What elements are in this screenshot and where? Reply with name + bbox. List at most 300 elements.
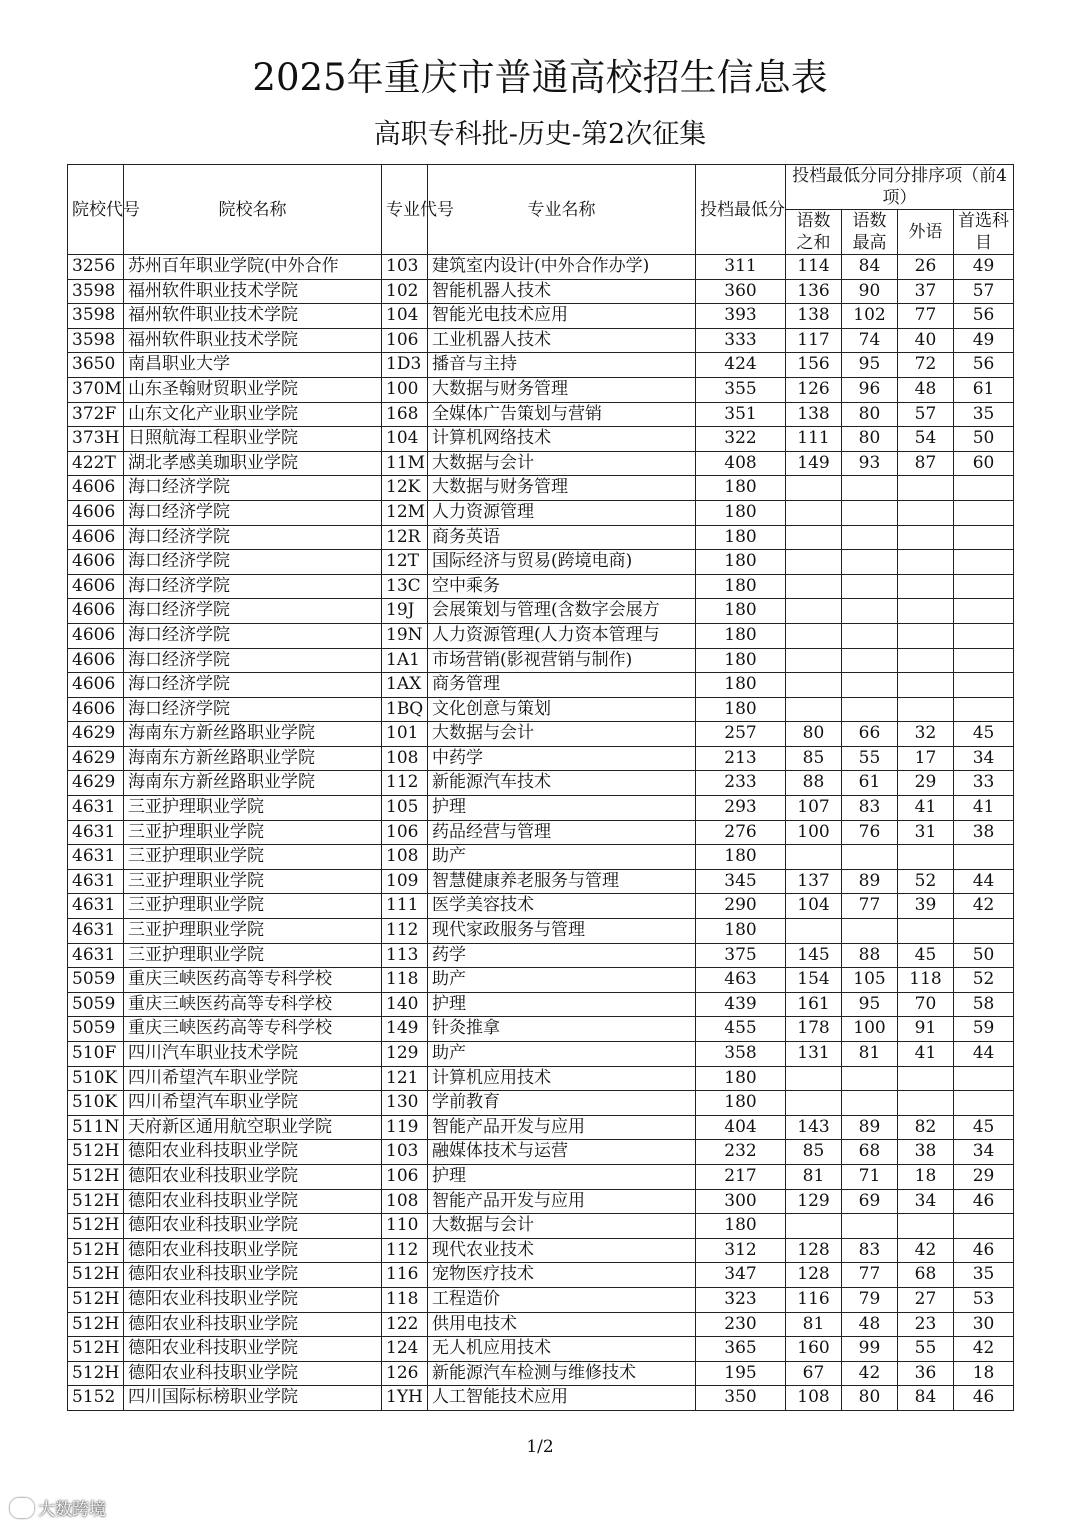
cell-foreign-language: 36 (898, 1361, 954, 1386)
watermark-text: 大数跨境 (38, 1500, 106, 1520)
cell-chinese-math-sum: 128 (786, 1263, 842, 1288)
cell-chinese-math-max: 69 (842, 1189, 898, 1214)
cell-foreign-language: 29 (898, 771, 954, 796)
cell-min-score: 180 (696, 1066, 786, 1091)
cell-first-subject: 60 (954, 451, 1014, 476)
cell-chinese-math-sum: 178 (786, 1017, 842, 1042)
cell-major-name: 商务管理 (428, 673, 696, 698)
table-row (68, 255, 1014, 280)
header-major-code: 专业代号 (382, 165, 428, 255)
table-row (68, 623, 1014, 648)
cell-school-code: 4606 (68, 574, 124, 599)
cell-chinese-math-max: 90 (842, 279, 898, 304)
cell-school-code: 372F (68, 402, 124, 427)
cell-first-subject: 61 (954, 377, 1014, 402)
cell-foreign-language: 118 (898, 968, 954, 993)
cell-foreign-language (898, 525, 954, 550)
cell-foreign-language: 37 (898, 279, 954, 304)
cell-chinese-math-sum (786, 1066, 842, 1091)
cell-chinese-math-sum (786, 697, 842, 722)
cell-major-code: 149 (382, 1017, 428, 1042)
cell-chinese-math-max: 83 (842, 796, 898, 821)
cell-foreign-language (898, 648, 954, 673)
cell-foreign-language: 17 (898, 746, 954, 771)
cell-school-name: 德阳农业科技职业学院 (124, 1263, 382, 1288)
cell-major-name: 文化创意与策划 (428, 697, 696, 722)
cell-school-name: 四川汽车职业技术学院 (124, 1042, 382, 1067)
cell-major-code: 110 (382, 1214, 428, 1239)
table-row (68, 427, 1014, 452)
table-row (68, 1164, 1014, 1189)
cell-chinese-math-sum: 136 (786, 279, 842, 304)
cell-chinese-math-sum: 114 (786, 255, 842, 280)
cell-foreign-language: 82 (898, 1115, 954, 1140)
cell-school-name: 德阳农业科技职业学院 (124, 1287, 382, 1312)
cell-min-score: 424 (696, 353, 786, 378)
cell-min-score: 408 (696, 451, 786, 476)
cell-major-name: 宠物医疗技术 (428, 1263, 696, 1288)
cell-foreign-language: 77 (898, 304, 954, 329)
table-row (68, 1189, 1014, 1214)
cell-major-code: 105 (382, 796, 428, 821)
cell-major-code: 111 (382, 894, 428, 919)
cell-major-name: 全媒体广告策划与营销 (428, 402, 696, 427)
cell-foreign-language: 41 (898, 796, 954, 821)
cell-major-code: 1BQ (382, 697, 428, 722)
cell-chinese-math-max (842, 550, 898, 575)
cell-first-subject: 44 (954, 1042, 1014, 1067)
cell-foreign-language: 72 (898, 353, 954, 378)
cell-school-name: 海口经济学院 (124, 599, 382, 624)
cell-min-score: 180 (696, 919, 786, 944)
cell-chinese-math-sum (786, 673, 842, 698)
cell-first-subject (954, 1214, 1014, 1239)
cell-foreign-language: 32 (898, 722, 954, 747)
cell-school-code: 4606 (68, 599, 124, 624)
cell-first-subject: 45 (954, 1115, 1014, 1140)
cell-chinese-math-max (842, 476, 898, 501)
cell-school-name: 海口经济学院 (124, 500, 382, 525)
cell-school-name: 海口经济学院 (124, 648, 382, 673)
cell-school-code: 4631 (68, 943, 124, 968)
cell-chinese-math-sum: 138 (786, 304, 842, 329)
cell-school-code: 5059 (68, 992, 124, 1017)
cell-school-name: 海口经济学院 (124, 623, 382, 648)
cell-foreign-language (898, 599, 954, 624)
cell-chinese-math-max (842, 574, 898, 599)
table-row (68, 771, 1014, 796)
cell-major-name: 空中乘务 (428, 574, 696, 599)
cell-min-score: 180 (696, 1214, 786, 1239)
cell-school-code: 5059 (68, 968, 124, 993)
cell-major-code: 19J (382, 599, 428, 624)
cell-school-name: 重庆三峡医药高等专科学校 (124, 968, 382, 993)
cell-first-subject: 50 (954, 943, 1014, 968)
cell-major-code: 108 (382, 845, 428, 870)
table-row (68, 1017, 1014, 1042)
table-row (68, 1287, 1014, 1312)
cell-chinese-math-max: 77 (842, 1263, 898, 1288)
cell-first-subject (954, 648, 1014, 673)
cell-foreign-language: 54 (898, 427, 954, 452)
cell-school-name: 海口经济学院 (124, 673, 382, 698)
cell-foreign-language: 31 (898, 820, 954, 845)
cell-school-code: 4606 (68, 550, 124, 575)
table-row (68, 648, 1014, 673)
cell-foreign-language: 68 (898, 1263, 954, 1288)
table-row (68, 525, 1014, 550)
cell-chinese-math-sum: 126 (786, 377, 842, 402)
cell-school-name: 德阳农业科技职业学院 (124, 1337, 382, 1362)
cell-major-name: 会展策划与管理(含数字会展方 (428, 599, 696, 624)
cell-major-name: 智能光电技术应用 (428, 304, 696, 329)
cell-school-code: 512H (68, 1164, 124, 1189)
cell-min-score: 455 (696, 1017, 786, 1042)
cell-min-score: 180 (696, 574, 786, 599)
cell-school-name: 重庆三峡医药高等专科学校 (124, 992, 382, 1017)
cell-foreign-language: 48 (898, 377, 954, 402)
cell-major-code: 126 (382, 1361, 428, 1386)
cell-school-name: 三亚护理职业学院 (124, 820, 382, 845)
cell-chinese-math-sum (786, 500, 842, 525)
cell-min-score: 180 (696, 476, 786, 501)
cell-min-score: 333 (696, 328, 786, 353)
cell-school-code: 4606 (68, 525, 124, 550)
cell-school-code: 3598 (68, 279, 124, 304)
cell-foreign-language (898, 1214, 954, 1239)
page-title: 2025年重庆市普通高校招生信息表 (252, 56, 828, 99)
cell-min-score: 375 (696, 943, 786, 968)
cell-chinese-math-sum (786, 1091, 842, 1116)
cell-major-code: 106 (382, 1164, 428, 1189)
cell-major-name: 药品经营与管理 (428, 820, 696, 845)
cell-chinese-math-sum (786, 599, 842, 624)
table-row (68, 1263, 1014, 1288)
cell-major-code: 129 (382, 1042, 428, 1067)
cell-first-subject: 59 (954, 1017, 1014, 1042)
header-chinese-math-sum: 语数之和 (786, 210, 842, 255)
cell-school-code: 4631 (68, 845, 124, 870)
cell-min-score: 180 (696, 1091, 786, 1116)
cell-chinese-math-max: 55 (842, 746, 898, 771)
cell-foreign-language (898, 550, 954, 575)
cell-foreign-language (898, 673, 954, 698)
cell-chinese-math-max (842, 623, 898, 648)
cell-chinese-math-sum: 67 (786, 1361, 842, 1386)
cell-foreign-language (898, 623, 954, 648)
cell-major-code: 140 (382, 992, 428, 1017)
cell-major-code: 106 (382, 820, 428, 845)
cell-school-code: 4631 (68, 894, 124, 919)
cell-chinese-math-max: 99 (842, 1337, 898, 1362)
table-row (68, 820, 1014, 845)
cell-chinese-math-max (842, 648, 898, 673)
header-major-name: 专业名称 (428, 165, 696, 255)
cell-school-name: 海口经济学院 (124, 697, 382, 722)
cell-chinese-math-max: 66 (842, 722, 898, 747)
cell-school-code: 511N (68, 1115, 124, 1140)
cell-chinese-math-sum (786, 919, 842, 944)
table-row (68, 894, 1014, 919)
table-body (68, 255, 1014, 1411)
cell-major-name: 助产 (428, 1042, 696, 1067)
cell-major-name: 智能产品开发与应用 (428, 1115, 696, 1140)
cell-min-score: 180 (696, 500, 786, 525)
cell-chinese-math-sum: 100 (786, 820, 842, 845)
cell-school-name: 苏州百年职业学院(中外合作 (124, 255, 382, 280)
cell-major-name: 建筑室内设计(中外合作办学) (428, 255, 696, 280)
cell-major-name: 人力资源管理 (428, 500, 696, 525)
cell-chinese-math-sum: 154 (786, 968, 842, 993)
cell-school-code: 3256 (68, 255, 124, 280)
cell-school-name: 山东文化产业职业学院 (124, 402, 382, 427)
cell-foreign-language: 42 (898, 1238, 954, 1263)
table-row (68, 1091, 1014, 1116)
cell-chinese-math-sum: 85 (786, 746, 842, 771)
cell-major-name: 学前教育 (428, 1091, 696, 1116)
cell-chinese-math-max (842, 697, 898, 722)
cell-major-code: 1D3 (382, 353, 428, 378)
cell-major-name: 新能源汽车检测与维修技术 (428, 1361, 696, 1386)
cell-min-score: 276 (696, 820, 786, 845)
header-tiebreak-group: 投档最低分同分排序项（前4项） (786, 165, 1014, 210)
cell-chinese-math-sum: 108 (786, 1386, 842, 1411)
cell-min-score: 180 (696, 845, 786, 870)
cell-major-name: 无人机应用技术 (428, 1337, 696, 1362)
cell-first-subject (954, 697, 1014, 722)
header-first-subject: 首选科目 (954, 210, 1014, 255)
cell-school-code: 4631 (68, 869, 124, 894)
cell-chinese-math-max (842, 599, 898, 624)
cell-school-name: 湖北孝感美珈职业学院 (124, 451, 382, 476)
cell-school-name: 日照航海工程职业学院 (124, 427, 382, 452)
header-chinese-math-max: 语数最高 (842, 210, 898, 255)
cell-major-name: 大数据与财务管理 (428, 476, 696, 501)
cell-foreign-language: 39 (898, 894, 954, 919)
cell-chinese-math-sum: 88 (786, 771, 842, 796)
cell-major-code: 119 (382, 1115, 428, 1140)
cell-major-code: 100 (382, 377, 428, 402)
cell-school-name: 重庆三峡医药高等专科学校 (124, 1017, 382, 1042)
cell-chinese-math-sum: 145 (786, 943, 842, 968)
cell-foreign-language (898, 845, 954, 870)
cell-school-name: 三亚护理职业学院 (124, 845, 382, 870)
cell-chinese-math-sum (786, 1214, 842, 1239)
cell-chinese-math-max (842, 1214, 898, 1239)
cell-school-code: 510F (68, 1042, 124, 1067)
cell-major-name: 中药学 (428, 746, 696, 771)
cell-min-score: 180 (696, 648, 786, 673)
cell-major-name: 新能源汽车技术 (428, 771, 696, 796)
page-number: 1/2 (526, 1437, 554, 1457)
cell-major-code: 112 (382, 919, 428, 944)
cell-school-name: 海口经济学院 (124, 550, 382, 575)
cell-school-name: 山东圣翰财贸职业学院 (124, 377, 382, 402)
cell-major-name: 针灸推拿 (428, 1017, 696, 1042)
cell-chinese-math-max (842, 845, 898, 870)
cell-first-subject: 56 (954, 353, 1014, 378)
table-row (68, 943, 1014, 968)
cell-major-code: 106 (382, 328, 428, 353)
table-row (68, 1386, 1014, 1411)
cell-school-code: 373H (68, 427, 124, 452)
cell-first-subject (954, 919, 1014, 944)
table-row (68, 476, 1014, 501)
cell-school-code: 510K (68, 1066, 124, 1091)
cell-chinese-math-max: 102 (842, 304, 898, 329)
cell-school-code: 4631 (68, 796, 124, 821)
cell-major-name: 现代家政服务与管理 (428, 919, 696, 944)
header-min-score: 投档最低分 (696, 165, 786, 255)
cell-first-subject (954, 525, 1014, 550)
cell-first-subject: 46 (954, 1238, 1014, 1263)
cell-first-subject: 34 (954, 746, 1014, 771)
cell-chinese-math-sum: 107 (786, 796, 842, 821)
cell-school-code: 512H (68, 1263, 124, 1288)
cell-major-code: 13C (382, 574, 428, 599)
cell-chinese-math-max: 96 (842, 377, 898, 402)
cell-min-score: 358 (696, 1042, 786, 1067)
cell-major-code: 112 (382, 1238, 428, 1263)
table-row (68, 796, 1014, 821)
cell-school-name: 德阳农业科技职业学院 (124, 1361, 382, 1386)
cell-foreign-language: 18 (898, 1164, 954, 1189)
cell-school-name: 三亚护理职业学院 (124, 869, 382, 894)
cell-foreign-language: 41 (898, 1042, 954, 1067)
cell-chinese-math-sum: 143 (786, 1115, 842, 1140)
cell-foreign-language: 70 (898, 992, 954, 1017)
cell-school-code: 4606 (68, 476, 124, 501)
cell-school-code: 4629 (68, 746, 124, 771)
cell-major-name: 智慧健康养老服务与管理 (428, 869, 696, 894)
cell-school-name: 德阳农业科技职业学院 (124, 1238, 382, 1263)
cell-min-score: 233 (696, 771, 786, 796)
cell-first-subject: 34 (954, 1140, 1014, 1165)
cell-major-code: 104 (382, 427, 428, 452)
table-row (68, 722, 1014, 747)
cell-school-name: 三亚护理职业学院 (124, 894, 382, 919)
cell-major-code: 1AX (382, 673, 428, 698)
cell-min-score: 213 (696, 746, 786, 771)
cell-school-code: 512H (68, 1337, 124, 1362)
logo-icon (10, 1498, 34, 1518)
table-row (68, 353, 1014, 378)
cell-min-score: 323 (696, 1287, 786, 1312)
cell-foreign-language: 45 (898, 943, 954, 968)
cell-school-code: 4606 (68, 623, 124, 648)
table-row (68, 746, 1014, 771)
cell-chinese-math-sum (786, 623, 842, 648)
cell-first-subject: 58 (954, 992, 1014, 1017)
cell-school-code: 512H (68, 1287, 124, 1312)
cell-chinese-math-sum: 128 (786, 1238, 842, 1263)
cell-first-subject: 49 (954, 328, 1014, 353)
cell-school-code: 4629 (68, 771, 124, 796)
cell-school-code: 5152 (68, 1386, 124, 1411)
cell-major-name: 助产 (428, 845, 696, 870)
cell-major-name: 智能机器人技术 (428, 279, 696, 304)
cell-major-code: 11M (382, 451, 428, 476)
cell-first-subject (954, 574, 1014, 599)
cell-chinese-math-sum: 129 (786, 1189, 842, 1214)
cell-school-code: 5059 (68, 1017, 124, 1042)
cell-chinese-math-max: 74 (842, 328, 898, 353)
cell-foreign-language: 84 (898, 1386, 954, 1411)
cell-min-score: 293 (696, 796, 786, 821)
cell-first-subject: 41 (954, 796, 1014, 821)
cell-first-subject: 53 (954, 1287, 1014, 1312)
cell-foreign-language: 91 (898, 1017, 954, 1042)
cell-min-score: 257 (696, 722, 786, 747)
cell-school-code: 4606 (68, 648, 124, 673)
cell-school-code: 4606 (68, 500, 124, 525)
cell-major-name: 人力资源管理(人力资本管理与 (428, 623, 696, 648)
cell-foreign-language (898, 500, 954, 525)
cell-chinese-math-max: 89 (842, 1115, 898, 1140)
cell-first-subject: 42 (954, 894, 1014, 919)
table-row (68, 451, 1014, 476)
cell-first-subject: 56 (954, 304, 1014, 329)
cell-major-name: 播音与主持 (428, 353, 696, 378)
cell-first-subject: 46 (954, 1189, 1014, 1214)
cell-major-name: 工程造价 (428, 1287, 696, 1312)
cell-chinese-math-max (842, 673, 898, 698)
table-row (68, 599, 1014, 624)
cell-major-code: 121 (382, 1066, 428, 1091)
cell-school-name: 德阳农业科技职业学院 (124, 1164, 382, 1189)
table-row (68, 304, 1014, 329)
cell-chinese-math-sum (786, 550, 842, 575)
cell-school-code: 510K (68, 1091, 124, 1116)
cell-major-name: 助产 (428, 968, 696, 993)
cell-school-name: 福州软件职业技术学院 (124, 328, 382, 353)
cell-major-name: 护理 (428, 796, 696, 821)
table-row (68, 845, 1014, 870)
cell-first-subject (954, 845, 1014, 870)
table-row (68, 328, 1014, 353)
cell-first-subject: 38 (954, 820, 1014, 845)
cell-major-code: 122 (382, 1312, 428, 1337)
cell-major-code: 102 (382, 279, 428, 304)
cell-chinese-math-max (842, 500, 898, 525)
cell-school-name: 海南东方新丝路职业学院 (124, 746, 382, 771)
cell-first-subject (954, 476, 1014, 501)
cell-school-code: 512H (68, 1214, 124, 1239)
cell-min-score: 355 (696, 377, 786, 402)
cell-min-score: 217 (696, 1164, 786, 1189)
cell-first-subject: 57 (954, 279, 1014, 304)
cell-min-score: 180 (696, 697, 786, 722)
cell-major-name: 国际经济与贸易(跨境电商) (428, 550, 696, 575)
cell-chinese-math-max: 68 (842, 1140, 898, 1165)
cell-school-code: 512H (68, 1140, 124, 1165)
cell-first-subject: 49 (954, 255, 1014, 280)
watermark (10, 1495, 106, 1520)
cell-major-name: 现代农业技术 (428, 1238, 696, 1263)
cell-chinese-math-sum: 161 (786, 992, 842, 1017)
table-row (68, 1140, 1014, 1165)
cell-major-name: 护理 (428, 1164, 696, 1189)
cell-chinese-math-max: 89 (842, 869, 898, 894)
cell-min-score: 312 (696, 1238, 786, 1263)
cell-major-code: 104 (382, 304, 428, 329)
cell-school-name: 四川国际标榜职业学院 (124, 1386, 382, 1411)
cell-chinese-math-max (842, 1091, 898, 1116)
cell-major-code: 101 (382, 722, 428, 747)
cell-chinese-math-max (842, 1066, 898, 1091)
cell-school-code: 3650 (68, 353, 124, 378)
cell-school-code: 3598 (68, 328, 124, 353)
